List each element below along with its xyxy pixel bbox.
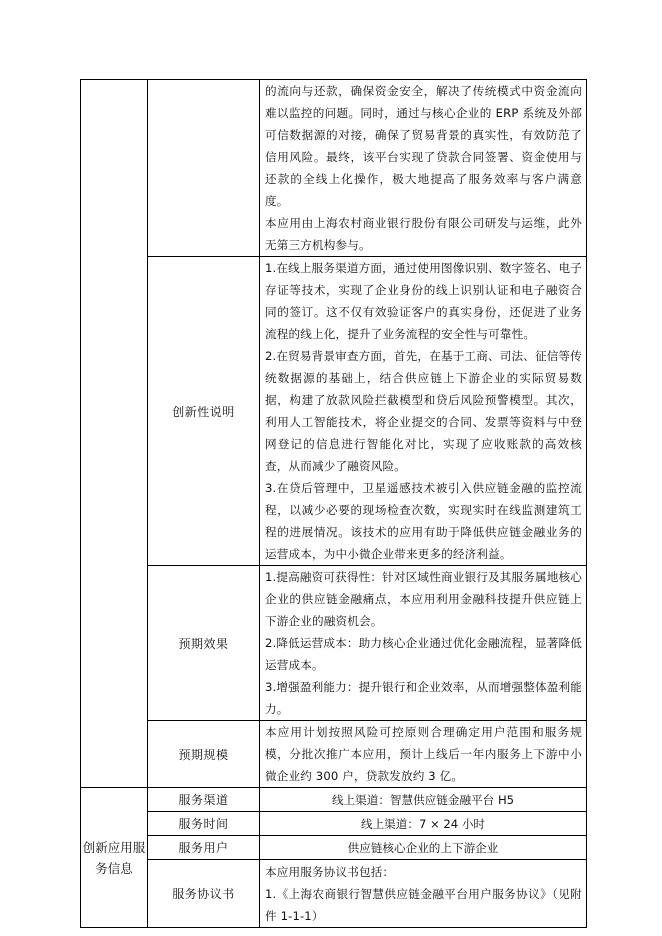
agreement-label: 服务协议书 xyxy=(148,860,260,928)
table-row xyxy=(81,257,587,566)
agreement-intro: 本应用服务协议书包括： xyxy=(265,864,395,879)
innovation-paragraph: 3.在贷后管理中，卫星遥感技术被引入供应链金融的监控流程，以减少必要的现场检查次数，实现实时在线监测建筑工程的进展情况。该技术的应用有助于降低供应链金融业务的运营成本，为中小微企业带来更多的经济利益。 xyxy=(265,481,582,561)
row-label-cell xyxy=(148,80,260,257)
section-label-cell xyxy=(81,80,148,788)
users-value: 供应链核心企业的上下游企业 xyxy=(260,836,587,860)
agreement-item: 1.《上海农商银行智慧供应链金融平台用户服务协议》（见附件 1-1-1） xyxy=(265,886,582,923)
scale-paragraph: 本应用计划按照风险可控原则合理确定用户范围和服务规模，分批次推广本应用，预计上线后一年内服务上下游中小微企业约 300 户，贷款发放约 3 亿。 xyxy=(265,725,582,783)
application-info-table xyxy=(80,79,587,928)
table-row xyxy=(81,812,587,836)
innovation-paragraph: 2.在贸易背景审查方面，首先，在基于工商、司法、征信等传统数据源的基础上，结合供应链上下游企业的实际贸易数据，构建了放款风险拦截模型和贷后风险预警模型。其次，利用人工智能技术，将企业提交的合同、发票等资料与中登网登记的信息进行智能化对比，实现了应收账款的高效核查，从而减少了融资风险。 xyxy=(265,349,582,473)
table-row xyxy=(81,80,587,257)
service-info-group-label: 创新应用服务信息 xyxy=(81,788,148,928)
channel-value: 线上渠道：智慧供应链金融平台 H5 xyxy=(260,788,587,812)
table-row xyxy=(81,721,587,788)
agreement-cell xyxy=(260,860,587,928)
users-label: 服务用户 xyxy=(148,836,260,860)
table-row xyxy=(81,836,587,860)
continued-paragraph: 的流向与还款，确保资金安全，解决了传统模式中资金流向难以监控的问题。同时，通过与核心企业的 ERP 系统及外部可信数据源的对接，确保了贸易背景的真实性，有效防范了信用风险。最终，该平台实现了贷款合同签署、资金使用与还款的全线上化操作，极大地提高了服务效率与客户满意度。 xyxy=(265,84,582,208)
effect-paragraph: 3.增强盈利能力：提升银行和企业效率，从而增强整体盈利能力。 xyxy=(265,680,582,716)
scale-cell xyxy=(260,721,587,788)
effect-cell xyxy=(260,566,587,721)
channel-label: 服务渠道 xyxy=(148,788,260,812)
time-value: 线上渠道：7 × 24 小时 xyxy=(260,812,587,836)
scale-label: 预期规模 xyxy=(148,721,260,788)
innovation-label: 创新性说明 xyxy=(148,257,260,566)
table-row xyxy=(81,566,587,721)
innovation-paragraph: 1.在线上服务渠道方面，通过使用图像识别、数字签名、电子存证等技术，实现了企业身份的线上识别认证和电子融资合同的签订。这不仅有效验证客户的真实身份，还促进了业务流程的线上化，提升了业务流程的安全性与可靠性。 xyxy=(265,261,582,341)
operator-paragraph: 本应用由上海农村商业银行股份有限公司研发与运维，此外无第三方机构参与。 xyxy=(265,216,582,252)
effect-paragraph: 2.降低运营成本：助力核心企业通过优化金融流程，显著降低运营成本。 xyxy=(265,636,582,672)
effect-paragraph: 1.提高融资可获得性：针对区域性商业银行及其服务属地核心企业的供应链金融痛点，本应用利用金融科技提升供应链上下游企业的融资机会。 xyxy=(265,570,582,628)
continued-description-cell xyxy=(260,80,587,257)
effect-label: 预期效果 xyxy=(148,566,260,721)
table-row xyxy=(81,860,587,928)
table-row xyxy=(81,788,587,812)
time-label: 服务时间 xyxy=(148,812,260,836)
innovation-cell xyxy=(260,257,587,566)
